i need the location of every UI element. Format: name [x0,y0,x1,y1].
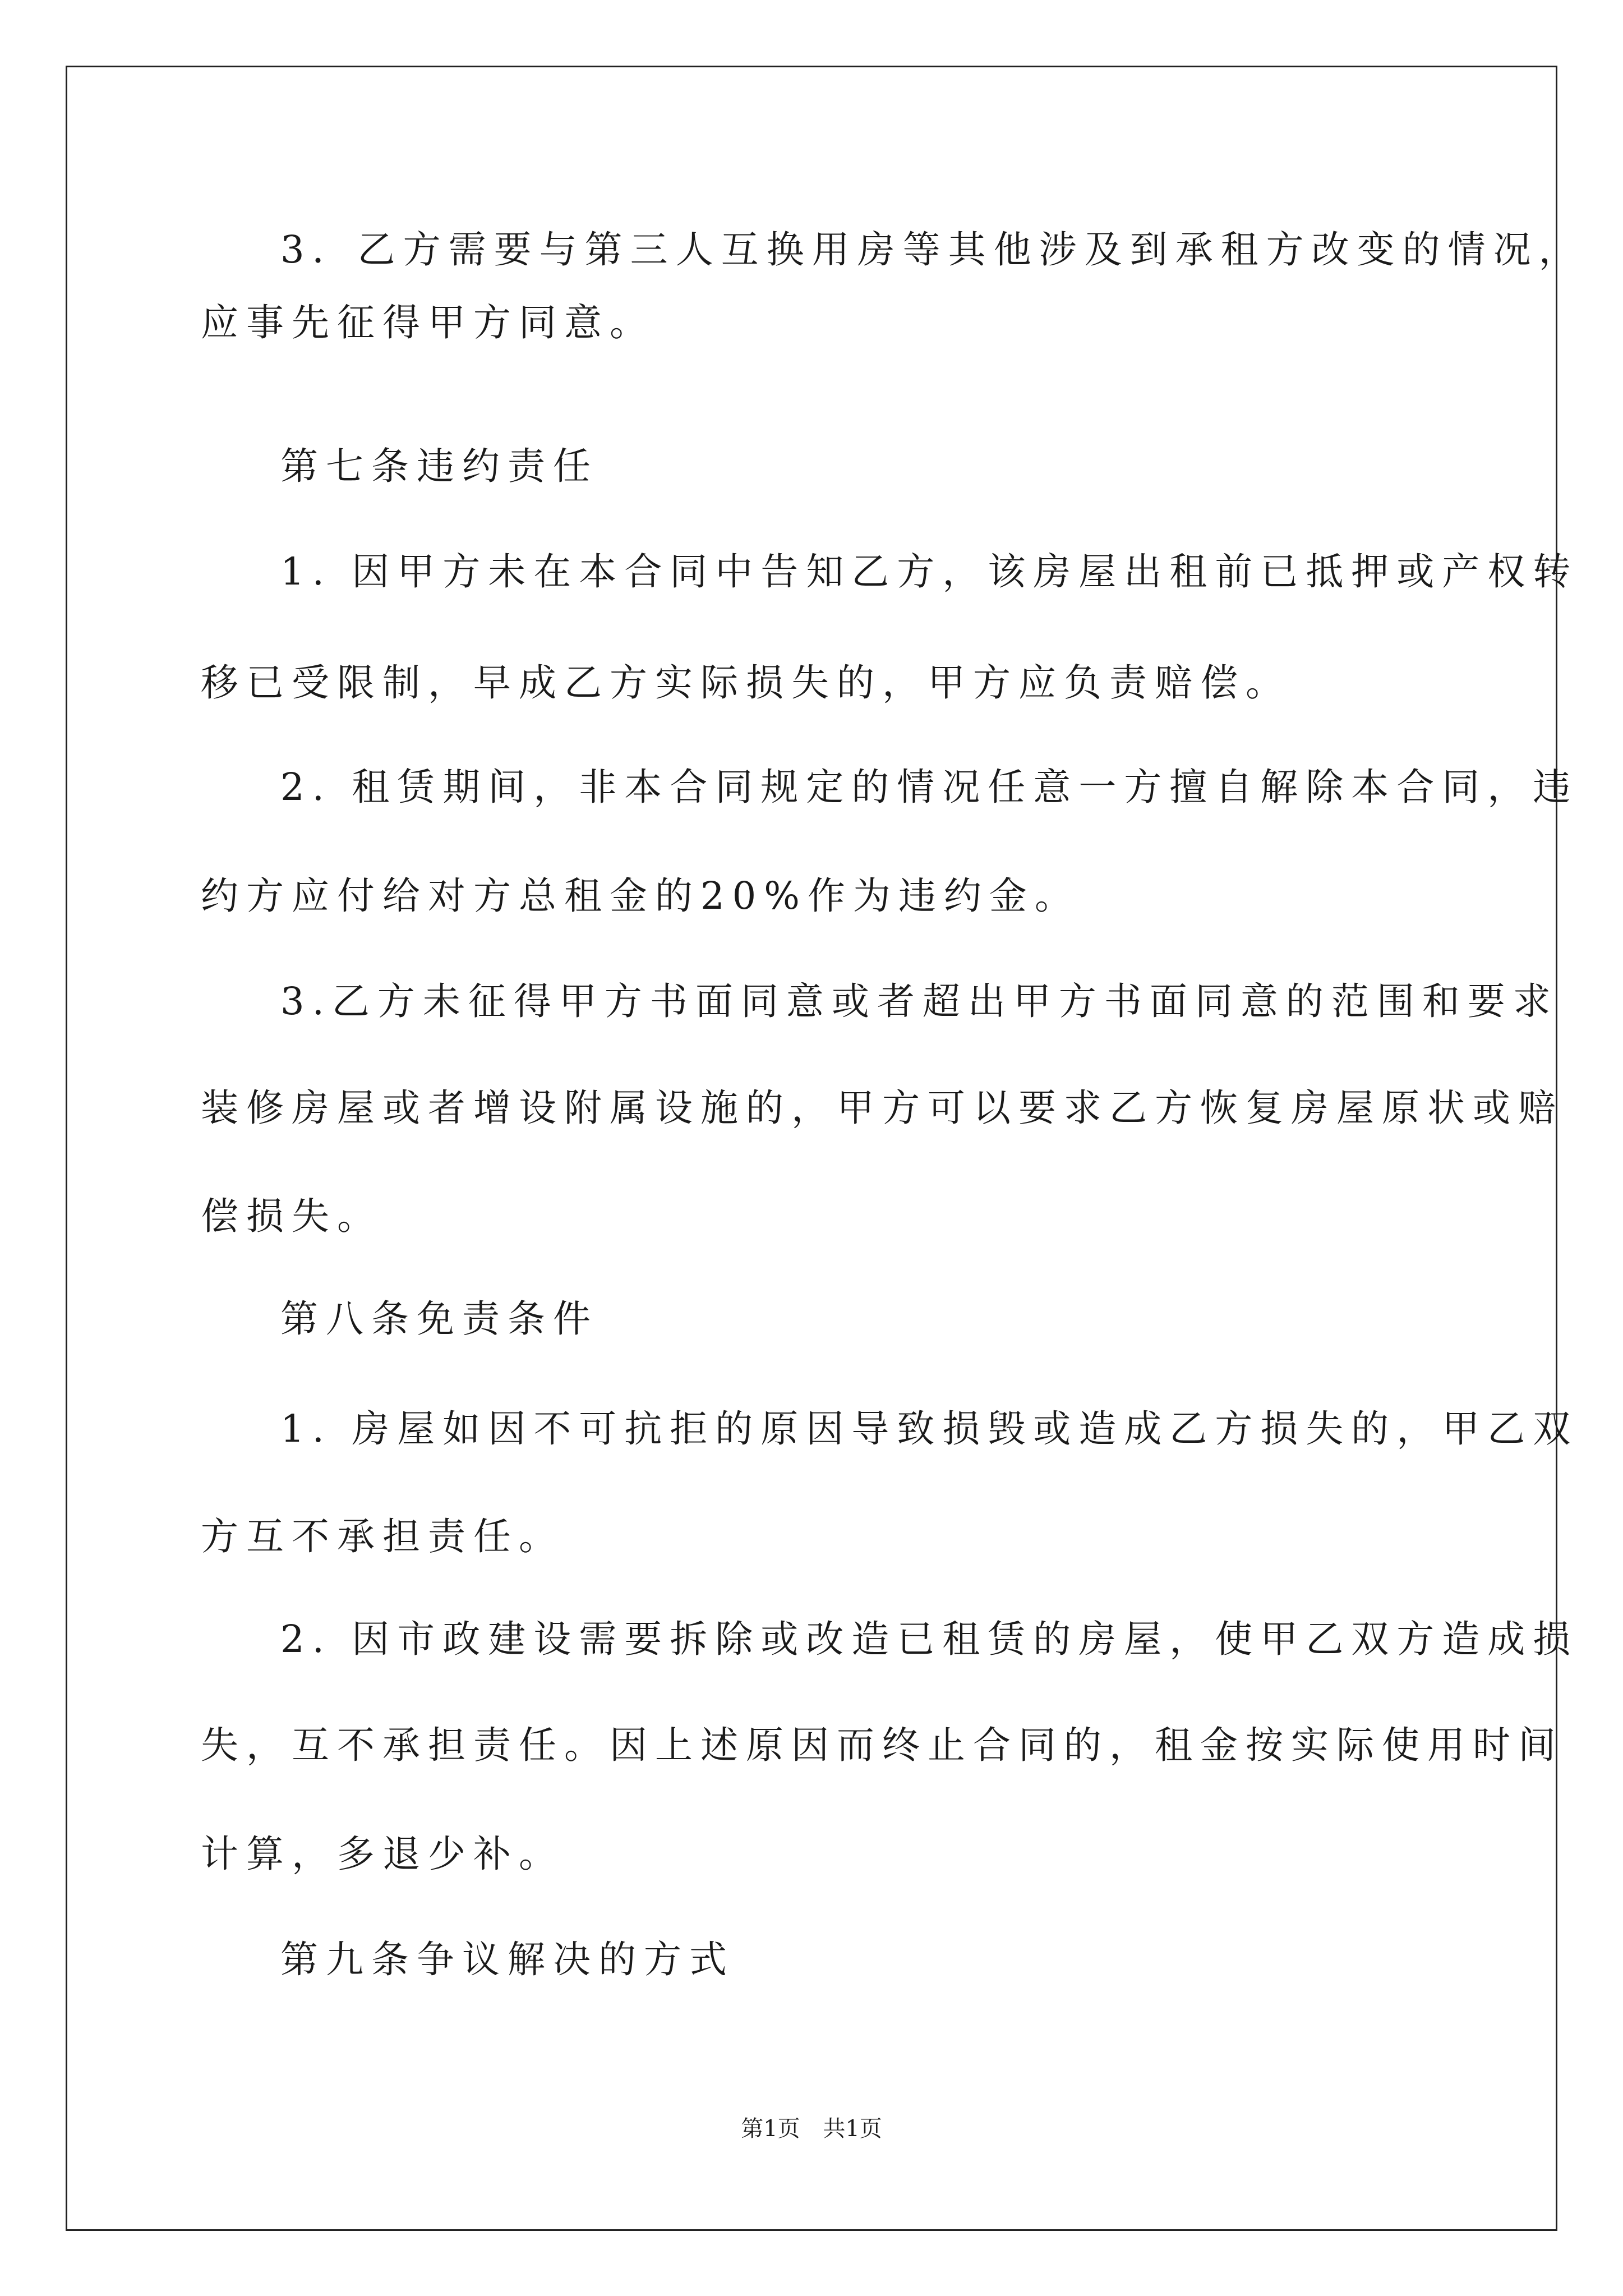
page-footer [0,2118,1623,2140]
paragraph-line: 失，互不承担责任。因上述原因而终止合同的，租金按实际使用时间 [201,1723,1564,1767]
section-heading-article-9: 第九条争议解决的方式 [280,1938,735,1981]
paragraph-line: 3.乙方未征得甲方书面同意或者超出甲方书面同意的范围和要求 [280,979,1559,1023]
paragraph-line: 偿损失。 [201,1194,382,1238]
page-number: 第1页 [741,2116,800,2142]
paragraph-line: 计算，多退少补。 [201,1832,564,1876]
paragraph-line: 1. 房屋如因不可抗拒的原因导致损毁或造成乙方损失的，甲乙双 [280,1407,1579,1451]
paragraph-line: 移已受限制，早成乙方实际损失的，甲方应负责赔偿。 [201,661,1291,705]
paragraph-line: 约方应付给对方总租金的20%作为违约金。 [201,874,1080,918]
page-border [66,66,1557,2231]
paragraph-line: 1. 因甲方未在本合同中告知乙方，该房屋出租前已抵押或产权转 [280,550,1579,593]
paragraph-line: 方互不承担责任。 [201,1515,564,1558]
paragraph-line: 装修房屋或者增设附属设施的，甲方可以要求乙方恢复房屋原状或赔 [201,1086,1564,1130]
page-total: 共1页 [823,2116,882,2142]
section-heading-article-8: 第八条免责条件 [280,1297,598,1341]
section-heading-article-7: 第七条违约责任 [280,444,598,488]
paragraph-line: 应事先征得甲方同意。 [201,301,655,344]
paragraph-line: 3．乙方需要与第三人互换用房等其他涉及到承租方改变的情况， [280,228,1584,272]
paragraph-line: 2. 租赁期间，非本合同规定的情况任意一方擅自解除本合同，违 [280,765,1579,809]
paragraph-line: 2. 因市政建设需要拆除或改造已租赁的房屋，使甲乙双方造成损 [280,1617,1579,1661]
